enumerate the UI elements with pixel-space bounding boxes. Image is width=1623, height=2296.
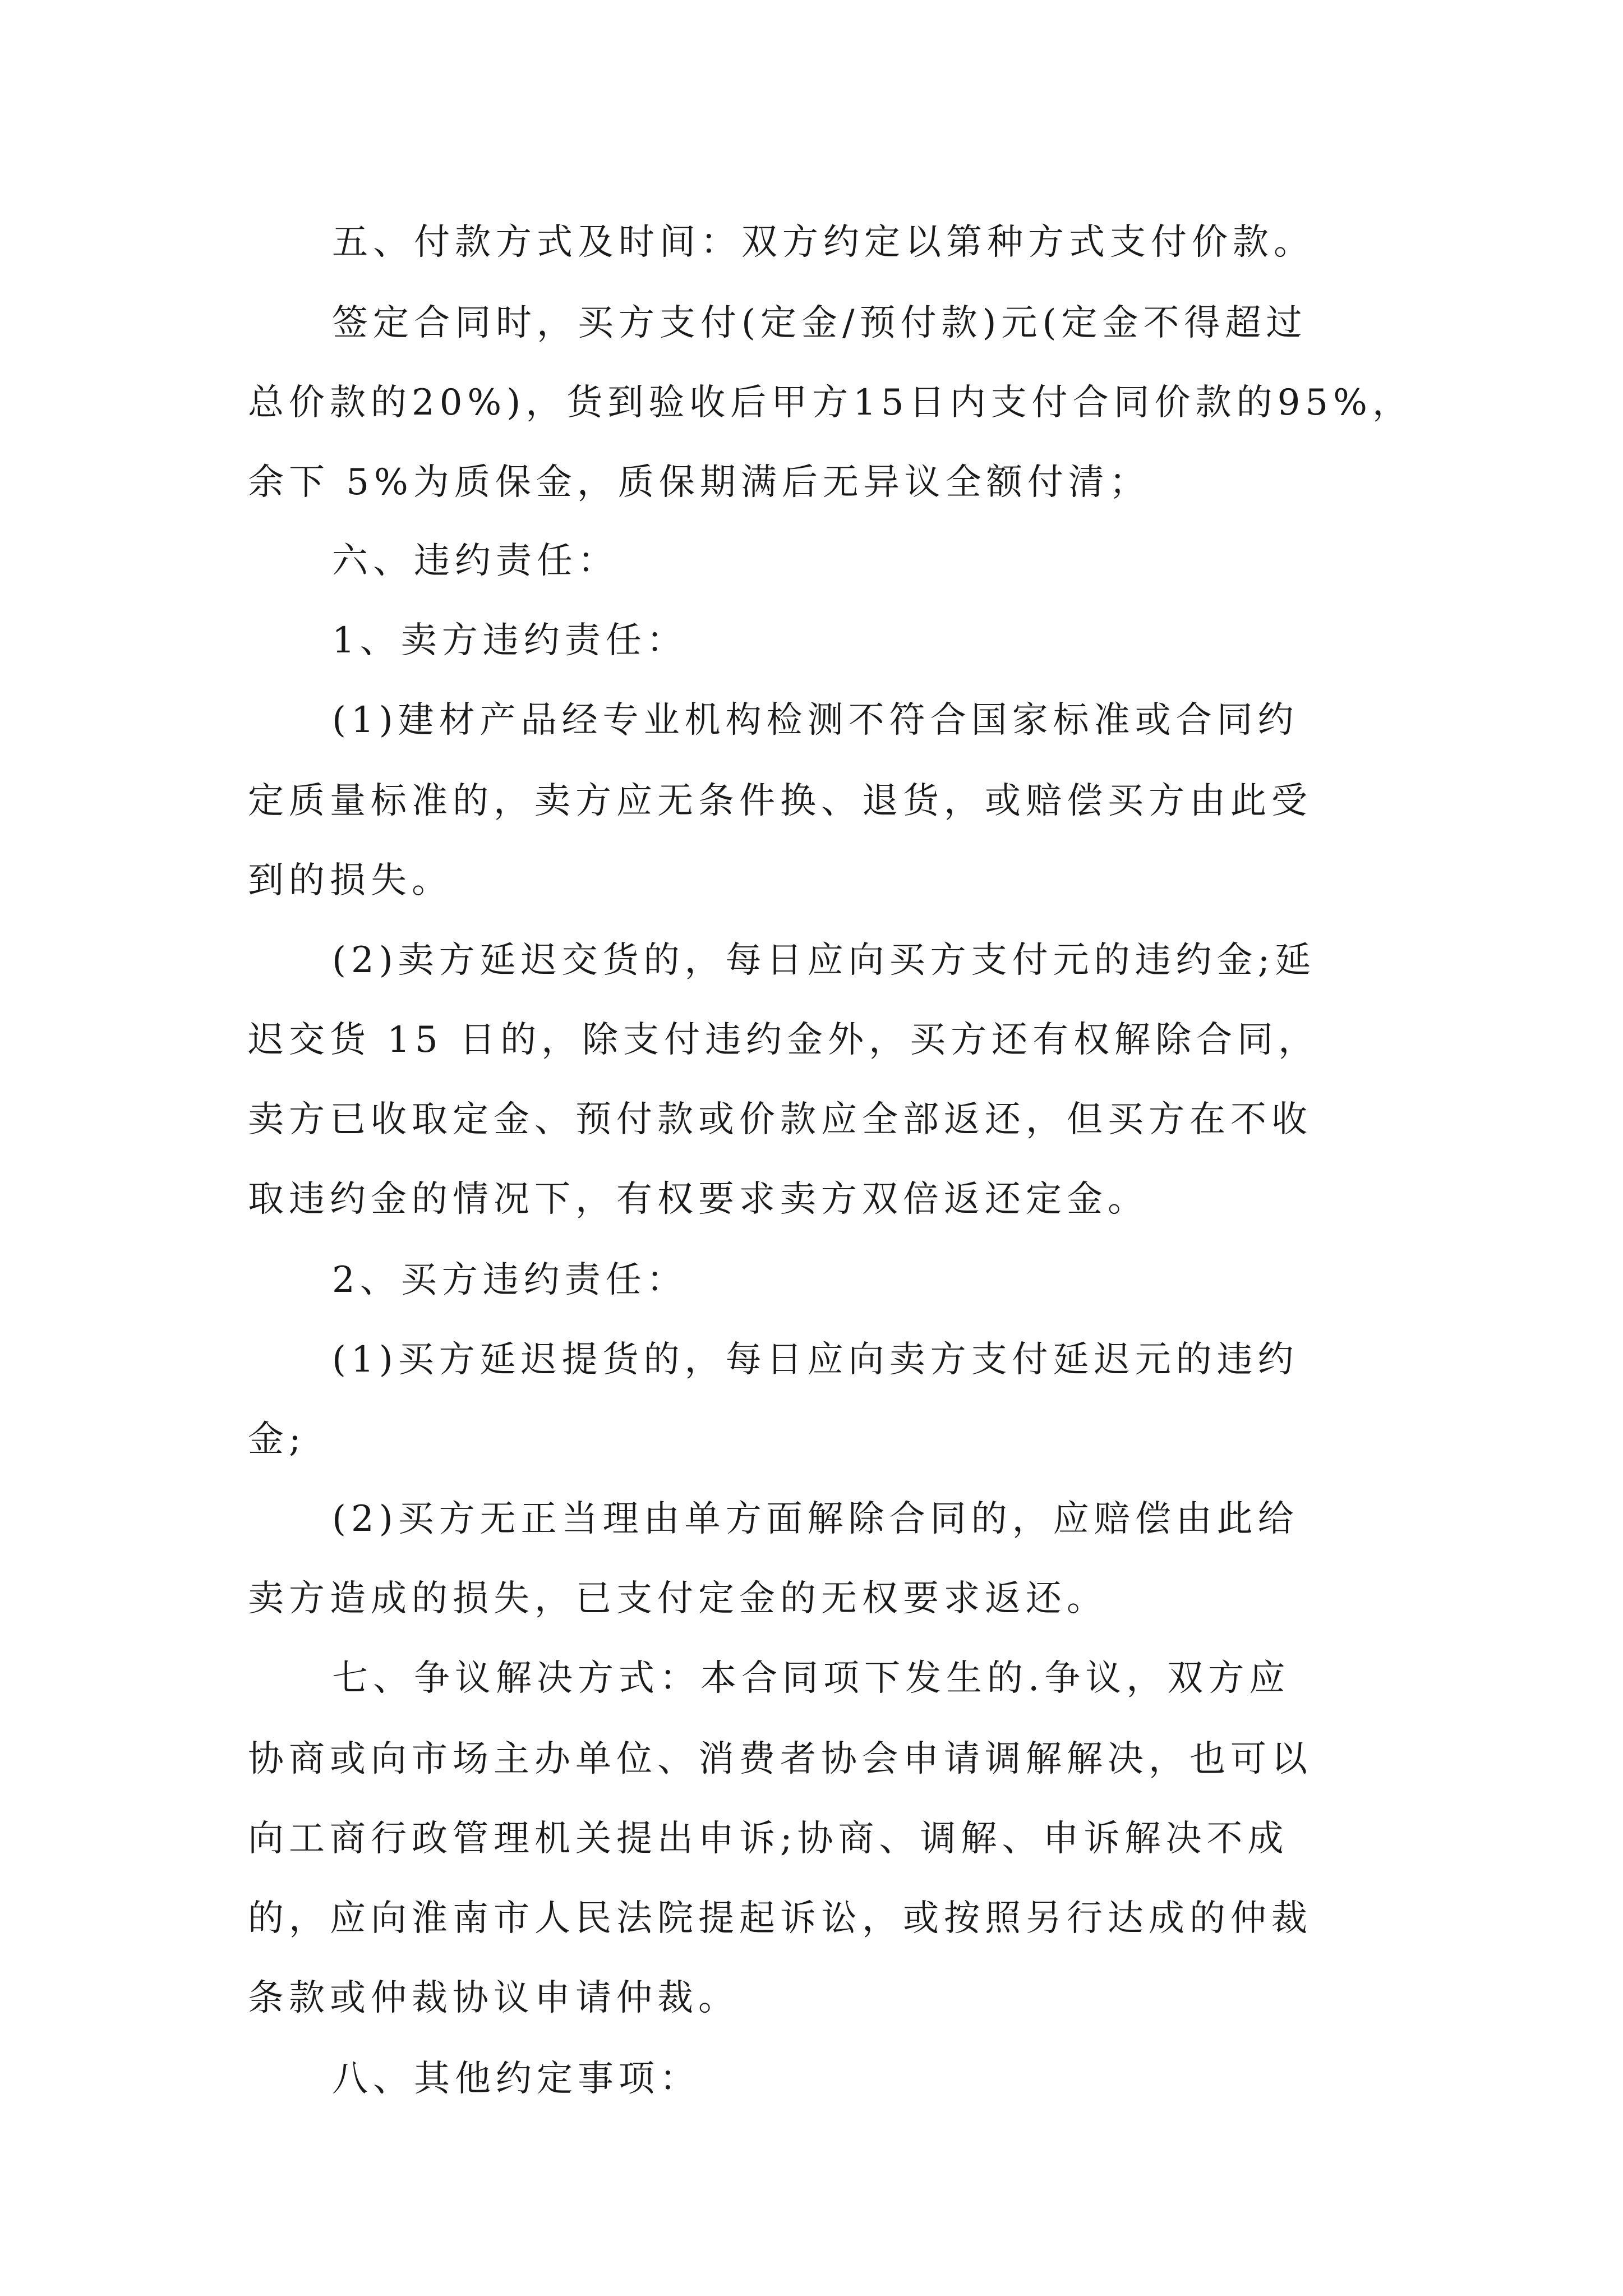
paragraph-line: (1)买方延迟提货的，每日应向卖方支付延迟元的违约 <box>332 1339 1299 1381</box>
section-5-heading: 五、付款方式及时间：双方约定以第种方式支付价款。 <box>332 222 1315 263</box>
paragraph-line: (1)建材产品经专业机构检测不符合国家标准或合同约 <box>332 700 1299 741</box>
paragraph-line: (2)买方无正当理由单方面解除合同的，应赔偿由此给 <box>332 1498 1299 1540</box>
paragraph-line: 的，应向淮南市人民法院提起诉讼，或按照另行达成的仲裁 <box>248 1898 1312 1939</box>
paragraph-line: 金; <box>248 1419 306 1460</box>
paragraph-line: 到的损失。 <box>248 860 453 901</box>
paragraph-line: 余下 5%为质保金，质保期满后无异议全额付清； <box>248 462 1150 503</box>
paragraph-line: 取违约金的情况下，有权要求卖方双倍返还定金。 <box>248 1179 1149 1220</box>
paragraph-line: 向工商行政管理机关提出申诉;协商、调解、申诉解决不成 <box>248 1818 1289 1860</box>
paragraph-line: 条款或仲裁协议申请仲裁。 <box>248 1977 739 2019</box>
paragraph-line: 总价款的20%)，货到验收后甲方15日内支付合同价款的95%， <box>248 382 1413 424</box>
section-8-heading: 八、其他约定事项： <box>332 2058 700 2100</box>
section-7-heading: 七、争议解决方式：本合同项下发生的.争议，双方应 <box>332 1658 1290 1699</box>
paragraph-line: 签定合同时，买方支付(定金/预付款)元(定金不得超过 <box>332 302 1307 344</box>
paragraph-line: 定质量标准的，卖方应无条件换、退货，或赔偿买方由此受 <box>248 780 1312 822</box>
paragraph-line: 卖方已收取定金、预付款或价款应全部返还，但买方在不收 <box>248 1099 1312 1140</box>
paragraph-line: 卖方造成的损失，已支付定金的无权要求返还。 <box>248 1578 1108 1619</box>
paragraph-line: 迟交货 15 日的，除支付违约金外，买方还有权解除合同， <box>248 1019 1320 1061</box>
paragraph-line: (2)卖方延迟交货的，每日应向买方支付元的违约金;延 <box>332 940 1316 981</box>
paragraph-line: 协商或向市场主办单位、消费者协会申请调解解决，也可以 <box>248 1738 1312 1780</box>
subsection-heading: 1、卖方违约责任： <box>332 620 688 661</box>
section-6-heading: 六、违约责任： <box>332 540 619 582</box>
subsection-heading: 2、买方违约责任： <box>332 1259 688 1301</box>
